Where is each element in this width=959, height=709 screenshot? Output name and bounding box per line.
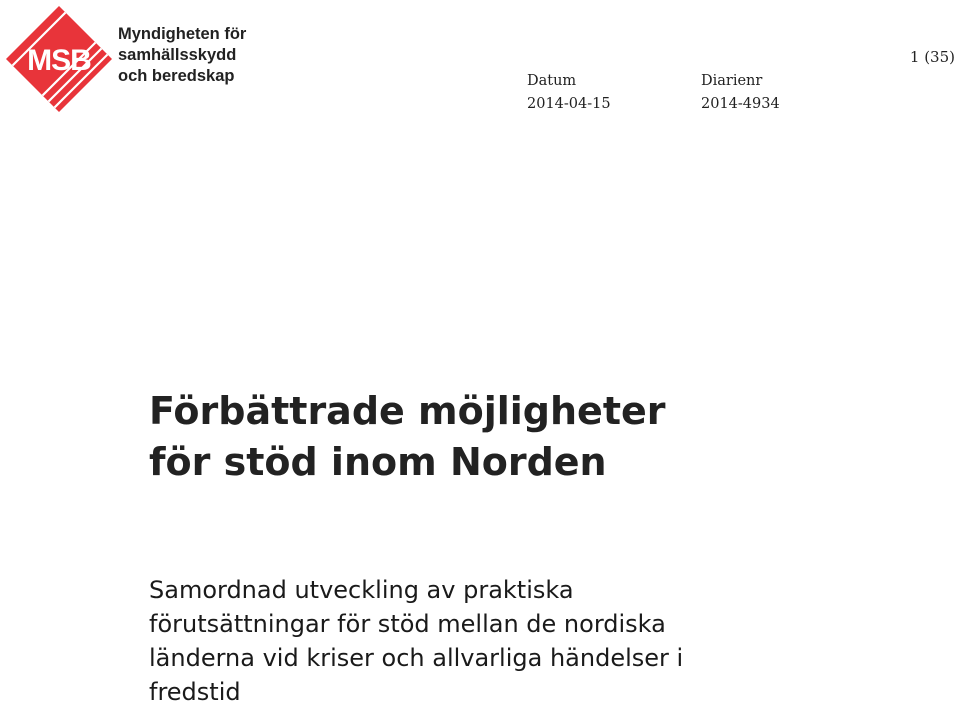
subtitle-line: Samordnad utveckling av praktiska [149,576,574,604]
subtitle-line: förutsättningar för stöd mellan de nordiska [149,610,666,638]
subtitle-line: fredstid [149,678,241,706]
registration-value: 2014-4934 [701,96,780,112]
date-label: Datum [527,73,577,89]
document-title [149,386,666,488]
agency-name [118,24,246,87]
agency-line: Myndigheten för [118,25,247,43]
agency-line: och beredskap [118,67,235,85]
msb-logo [4,4,114,114]
document-subtitle [149,573,683,709]
registration-block [701,70,780,116]
title-line: Förbättrade möjligheter [149,389,666,433]
logo-text: MSB [27,44,91,77]
title-line: för stöd inom Norden [149,440,607,484]
date-value: 2014-04-15 [527,96,611,112]
registration-label: Diarienr [701,73,763,89]
date-block [527,70,611,116]
agency-line: samhällsskydd [118,46,237,64]
page-number: 1 (35) [909,48,955,66]
subtitle-line: länderna vid kriser och allvarliga händelser i [149,644,684,672]
